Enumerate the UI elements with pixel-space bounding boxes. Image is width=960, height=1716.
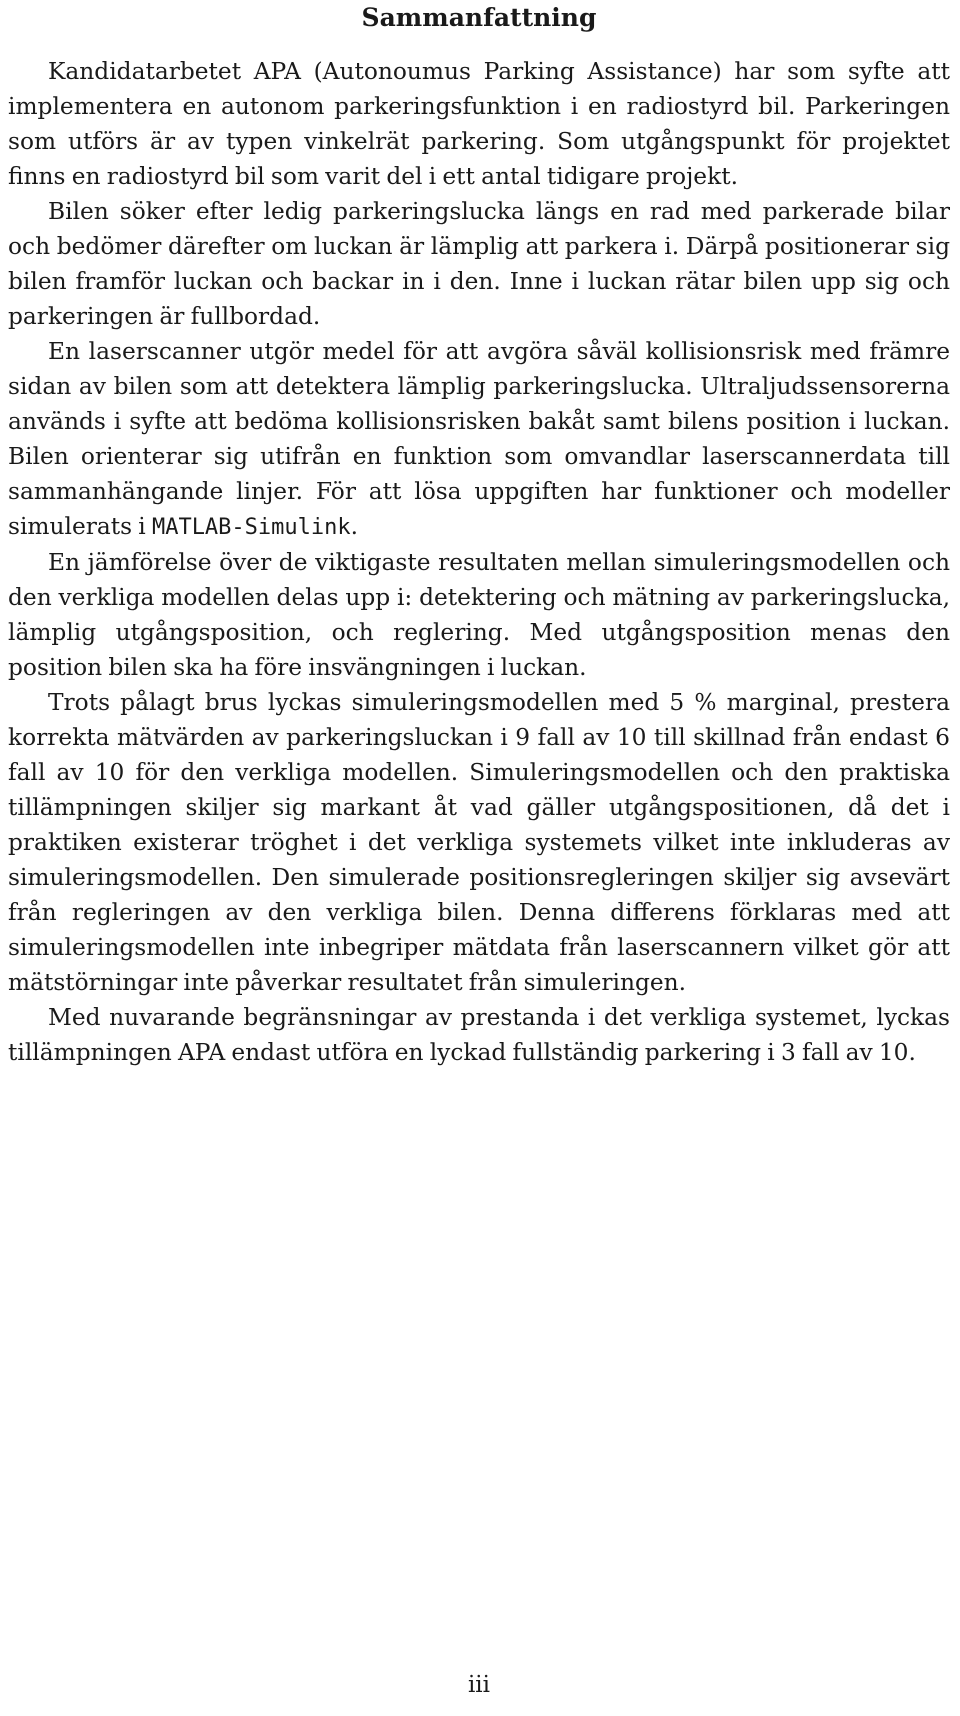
paragraph-3-text-before: En laserscanner utgör medel för att avgöra såväl kollisionsrisk med främre sidan av bilen som att detektera lämplig parkeringslucka. Ultraljudssensorerna används i syfte att bedöma kollisionsrisken bakåt samt bilens position i luckan. Bilen orienterar sig utifrån en funktion som omvandlar laserscannerdata till sammanhängande linjer. För att lösa uppgiften har funktioner och modeller simulerats i xyxy=(8,338,950,540)
paragraph-2: Bilen söker efter ledig parkeringslucka längs en rad med parkerade bilar och bedömer därefter om luckan är lämplig att parkera i. Därpå positionerar sig bilen framför luckan och backar in i den. Inne i luckan rätar bilen upp sig och parkeringen är fullbordad. xyxy=(8,198,950,330)
section-title: Sammanfattning xyxy=(361,3,597,32)
paragraph-3 xyxy=(8,334,950,545)
software-name: MATLAB-Simulink xyxy=(151,515,351,540)
paragraph-4: En jämförelse över de viktigaste resultaten mellan simuleringsmodellen och den verkliga modellen delas upp i: detektering och mätning av parkeringslucka, lämplig utgångsposition, och reglering. Med utgångsposition menas den position bilen ska ha före insvängningen i luckan. xyxy=(8,549,950,681)
paragraph-6: Med nuvarande begränsningar av prestanda i det verkliga systemet, lyckas tillämpningen APA endast utföra en lyckad fullständig parkering i 3 fall av 10. xyxy=(8,1004,950,1066)
paragraph-5: Trots pålagt brus lyckas simuleringsmodellen med 5 % marginal, prestera korrekta mätvärden av parkeringsluckan i 9 fall av 10 till skillnad från endast 6 fall av 10 för den verkliga modellen. Simuleringsmodellen och den praktiska tillämpningen skiljer sig markant åt vad gäller utgångspositionen, då det i praktiken existerar tröghet i det verkliga systemets vilket inte inkluderas av simuleringsmodellen. Den simulerade positionsregleringen skiljer sig avsevärt från regleringen av den verkliga bilen. Denna differens förklaras med att simuleringsmodellen inte inbegriper mätdata från laserscannern vilket gör att mätstörningar inte påverkar resultatet från simuleringen. xyxy=(8,689,950,996)
paragraph-1: Kandidatarbetet APA (Autonoumus Parking Assistance) har som syfte att implementera en autonom parkeringsfunktion i en radiostyrd bil. Parkeringen som utförs är av typen vinkelrät parkering. Som utgångspunkt för projektet finns en radiostyrd bil som varit del i ett antal tidigare projekt. xyxy=(8,58,950,190)
document-page xyxy=(8,0,950,1716)
abstract-body xyxy=(8,54,950,1070)
paragraph-3-text-after: . xyxy=(350,513,359,540)
page-number: iii xyxy=(467,1672,491,1698)
